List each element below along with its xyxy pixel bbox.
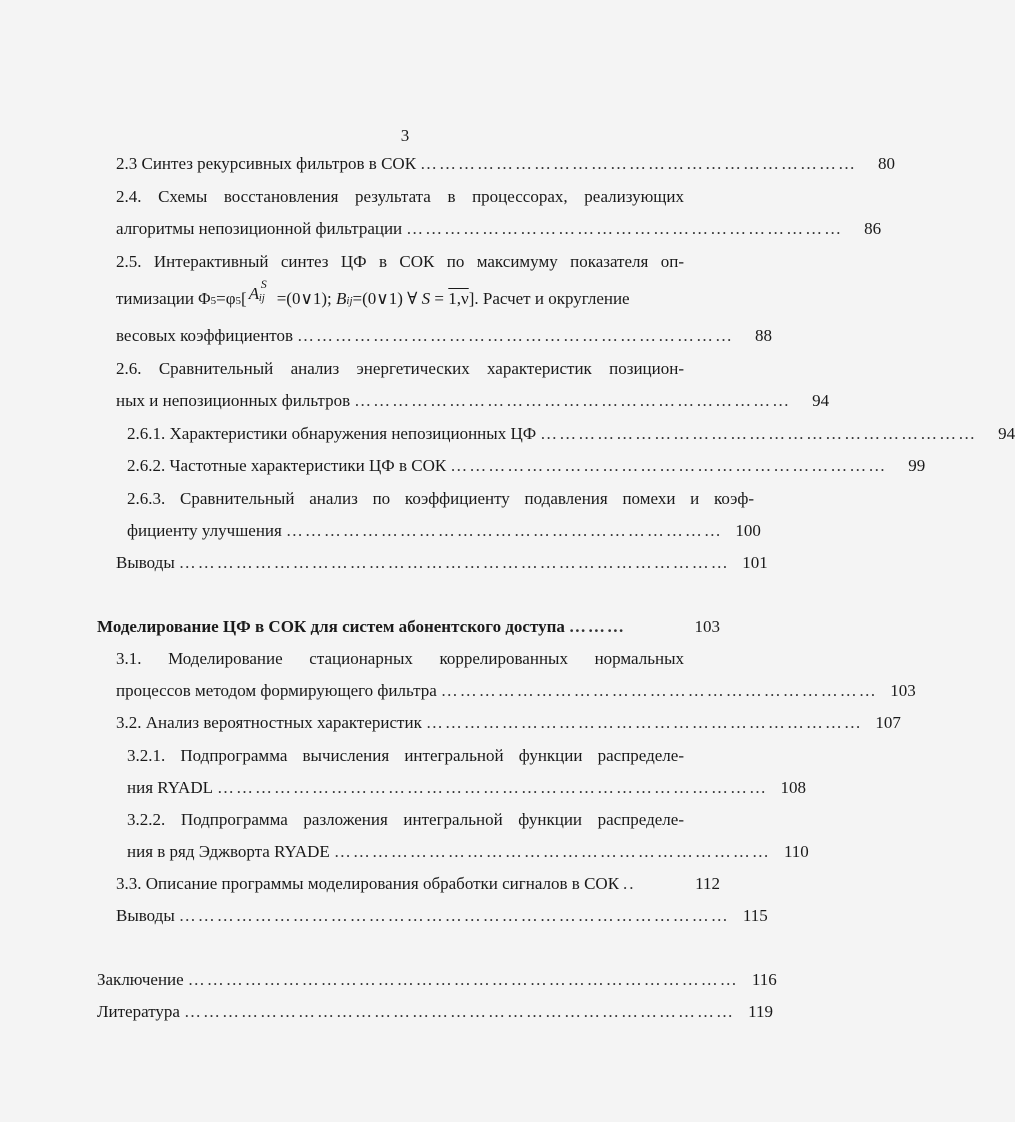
toc-entry-2-6-3 <box>127 521 761 545</box>
toc-entry-2-5-line1: 2.5. Интерактивный синтез ЦФ в СОК по максимуму показателя оп- <box>116 252 684 271</box>
toc-page: 112 <box>695 874 720 893</box>
dot-leader: …………………………………………………………………………… <box>217 778 768 797</box>
toc-entry-3-2-2-line1: 3.2.2. Подпрограмма разложения интегральной функции распределе- <box>127 810 684 829</box>
toc-label: ния RYADL <box>127 778 213 797</box>
toc-entry-2-5 <box>116 326 773 350</box>
toc-entry-3-2-1-line1: 3.2.1. Подпрограмма вычисления интегральной функции распределе- <box>127 746 684 765</box>
dot-leader: …………………………………………………………… <box>333 842 771 861</box>
toc-label: 2.6.1. Характеристики обнаружения непозиционных ЦФ <box>127 424 537 443</box>
dot-leader: …………………………………………………………………………… <box>183 1002 735 1021</box>
dot-leader: …………………………………………………………………………… <box>178 906 730 925</box>
toc-page: 100 <box>735 521 761 540</box>
toc-label: ния в ряд Эджворта RYADE <box>127 842 330 861</box>
toc-entry-conclusion <box>97 970 777 994</box>
toc-page: 119 <box>748 1002 773 1021</box>
dot-leader: …………………………………………………………… <box>297 326 735 345</box>
toc-entry-3-2 <box>116 713 901 737</box>
toc-page: 101 <box>742 553 768 572</box>
toc-entry-conclusions-3 <box>116 906 768 930</box>
toc-entry-2-5-formula: тимизации Φ5=φ5[ A S ij =(0∨1); Bij=(0∨1) ∀ S = 1,ν]. Расчет и округление <box>116 277 630 308</box>
toc-label: 3.3. Описание программы моделирования обработки сигналов в СОК <box>116 874 620 893</box>
toc-label: Заключение <box>97 970 184 989</box>
toc-label: алгоритмы непозиционной фильтрации <box>116 219 403 238</box>
dot-leader: …………………………………………………………… <box>540 424 978 443</box>
dot-leader: .. <box>623 874 636 893</box>
toc-label: фициенту улучшения <box>127 521 282 540</box>
matrix-a-symbol: A S ij <box>248 277 267 304</box>
toc-entry-3-1-line1: 3.1. Моделирование стационарных коррелированных нормальных <box>116 649 684 668</box>
dot-leader: …………………………………………………………… <box>354 391 792 410</box>
dot-leader: …………………………………………………………… <box>285 521 723 540</box>
toc-entry-2-4 <box>116 219 882 243</box>
toc-page: 103 <box>694 617 720 636</box>
toc-label: 3.2. Анализ вероятностных характеристик <box>116 713 422 732</box>
toc-page: 116 <box>751 970 777 989</box>
dot-leader: …………………………………………………………… <box>420 154 858 173</box>
toc-label: 2.3 Синтез рекурсивных фильтров в СОК <box>116 154 417 173</box>
toc-label: 2.6.2. Частотные характеристики ЦФ в СОК <box>127 456 447 475</box>
toc-label: Выводы <box>116 553 175 572</box>
dot-leader: …………………………………………………………………………… <box>187 970 739 989</box>
toc-entry-references <box>97 1002 773 1026</box>
toc-page: 108 <box>780 778 806 797</box>
toc-entry-2-6-line1: 2.6. Сравнительный анализ энергетических характеристик позицион- <box>116 359 684 378</box>
toc-entry-2-6-1 <box>127 424 1015 448</box>
dot-leader: …………………………………………………………………………… <box>178 553 730 572</box>
toc-label: Моделирование ЦФ в СОК для систем абонентского доступа <box>97 617 565 636</box>
dot-leader: …………………………………………………………… <box>440 681 878 700</box>
toc-entry-2-6-3-line1: 2.6.3. Сравнительный анализ по коэффициенту подавления помехи и коэф- <box>127 489 754 508</box>
toc-page: 110 <box>783 842 809 861</box>
toc-page: 99 <box>908 456 926 475</box>
toc-entry-2-4-line1: 2.4. Схемы восстановления результата в процессорах, реализующих <box>116 187 684 206</box>
toc-entry-2-6 <box>116 391 830 415</box>
toc-entry-2-6-2 <box>127 456 926 480</box>
dot-leader: …………………………………………………………… <box>406 219 844 238</box>
toc-entry-2-3 <box>116 154 896 178</box>
dot-leader: …………………………………………………………… <box>450 456 888 475</box>
toc-page: 103 <box>890 681 916 700</box>
toc-label: ных и непозиционных фильтров <box>116 391 351 410</box>
toc-label: Выводы <box>116 906 175 925</box>
toc-entry-3-3 <box>116 874 720 898</box>
toc-page: 94 <box>998 424 1015 443</box>
toc-entry-chapter-3 <box>97 617 720 641</box>
dot-leader: …………………………………………………………… <box>425 713 863 732</box>
toc-page: 107 <box>875 713 901 732</box>
toc-entry-3-1 <box>116 681 916 705</box>
toc-label: процессов методом формирующего фильтра <box>116 681 437 700</box>
page-number: 3 <box>400 126 410 145</box>
toc-entry-3-2-1 <box>127 778 806 802</box>
toc-page: 94 <box>812 391 830 410</box>
toc-page: 88 <box>755 326 773 345</box>
toc-page: 86 <box>864 219 882 238</box>
toc-entry-conclusions-2 <box>116 553 768 577</box>
toc-label: Литература <box>97 1002 180 1021</box>
toc-page: 115 <box>742 906 768 925</box>
toc-page: 80 <box>878 154 896 173</box>
toc-entry-3-2-2 <box>127 842 809 866</box>
dot-leader: ……… <box>568 617 626 636</box>
toc-label: весовых коэффициентов <box>116 326 294 345</box>
